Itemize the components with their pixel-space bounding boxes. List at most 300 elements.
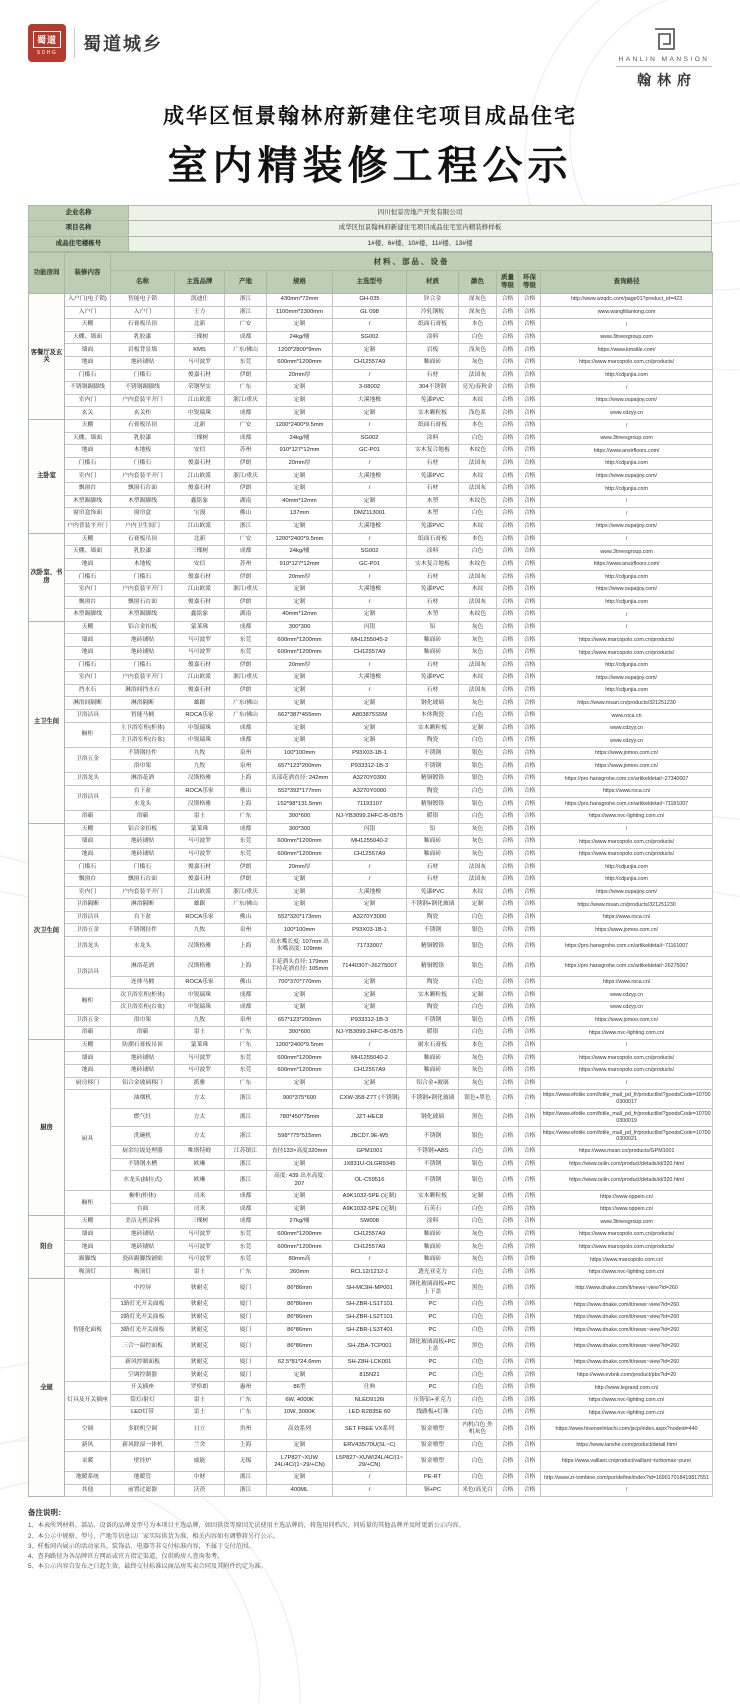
- decoration-content-cell: 卫浴洁具: [65, 911, 111, 924]
- table-cell: 合格: [497, 1254, 519, 1267]
- table-cell: 厦门: [225, 1299, 267, 1312]
- decoration-content-cell: 室内门: [65, 470, 111, 483]
- table-cell: 合格: [519, 836, 541, 849]
- table-cell: 浙江: [225, 520, 267, 533]
- table-cell: 白色: [459, 432, 497, 445]
- table-cell: 合格: [519, 331, 541, 344]
- table-cell: DMZ113001: [333, 508, 407, 521]
- table-cell: CXW-358-Z7T (不锈钢): [333, 1090, 407, 1109]
- table-cell: 木纹: [459, 470, 497, 483]
- table-cell: SG002: [333, 331, 407, 344]
- table-cell: 窗帘盒: [111, 508, 175, 521]
- table-cell: NLED9126i: [333, 1394, 407, 1407]
- table-cell: 水龙头(抽拉式): [111, 1171, 175, 1191]
- table-cell: 合格: [519, 722, 541, 735]
- table-cell: 浙江: [225, 1484, 267, 1497]
- table-cell: 精铜镀铬: [407, 937, 459, 957]
- table-cell: 日立: [175, 1419, 225, 1439]
- table-cell: 司米: [175, 1191, 225, 1204]
- query-path-cell: https://www.marcopolo.com.cn/products/: [541, 356, 713, 369]
- table-row: [29, 899, 713, 912]
- table-cell: 86*86mm: [267, 1279, 333, 1299]
- table-cell: 合格: [497, 735, 519, 748]
- table-cell: /: [333, 571, 407, 584]
- table-cell: 实木颗粒板: [407, 722, 459, 735]
- table-cell: 黑色: [459, 1336, 497, 1356]
- table-cell: 合格: [497, 899, 519, 912]
- table-cell: 灰色: [459, 1254, 497, 1267]
- table-cell: CH12557A9: [333, 647, 407, 660]
- table-cell: PC: [407, 1356, 459, 1369]
- table-cell: 定制: [267, 407, 333, 420]
- decoration-content-cell: 地暖系统: [65, 1472, 111, 1485]
- decoration-content-cell: 门槛石: [65, 659, 111, 672]
- table-cell: 300*600: [267, 1027, 333, 1040]
- table-row: [29, 1266, 713, 1279]
- query-path-cell: https://www.oupaijoy.com/: [541, 394, 713, 407]
- table-cell: 狄耐克: [175, 1324, 225, 1337]
- table-cell: 合格: [497, 344, 519, 357]
- table-cell: 广东/佛山: [225, 697, 267, 710]
- decoration-content-cell: 浴霸: [65, 1027, 111, 1040]
- table-cell: 定制: [267, 1191, 333, 1204]
- table-cell: 泉州: [225, 760, 267, 773]
- table-cell: 银色: [459, 1158, 497, 1171]
- query-path-cell: http://www.zr-tombine.com/por/define/index?id=169017018419817551: [541, 1472, 713, 1485]
- table-cell: 24kg/桶: [267, 331, 333, 344]
- table-row: [29, 306, 713, 319]
- table-cell: 马可波罗: [175, 1228, 225, 1241]
- table-row: [29, 407, 713, 420]
- table-cell: 白色: [459, 911, 497, 924]
- query-path-cell: https://www.evbnk.com/product/pbx?id=20: [541, 1369, 713, 1382]
- decoration-content-cell: 空调: [65, 1419, 111, 1439]
- table-cell: 主花洒头直径: 179mm 手持花洒直径: 105mm: [267, 956, 333, 976]
- table-cell: 灰色: [459, 697, 497, 710]
- table-cell: 俊嘉石材: [175, 457, 225, 470]
- table-cell: 欧琳: [175, 1171, 225, 1191]
- table-row: [29, 1419, 713, 1439]
- table-row: [29, 1145, 713, 1158]
- table-cell: 合格: [519, 1439, 541, 1452]
- table-cell: 合格: [497, 976, 519, 989]
- table-cell: /: [333, 1039, 407, 1052]
- table-cell: 广东: [225, 1077, 267, 1090]
- table-cell: 仕典: [333, 1382, 407, 1395]
- table-cell: 鑫铭象: [175, 609, 225, 622]
- decoration-content-cell: 墙面: [65, 344, 111, 357]
- table-cell: 合格: [519, 1090, 541, 1109]
- table-cell: 不锈钢: [407, 747, 459, 760]
- table-cell: 东莞: [225, 356, 267, 369]
- table-cell: 淋浴隔断: [111, 899, 175, 912]
- table-cell: 成都: [225, 735, 267, 748]
- table-row: [29, 1356, 713, 1369]
- table-cell: 泉州: [225, 924, 267, 937]
- table-cell: 不锈钢挂件: [111, 747, 175, 760]
- table-cell: 白色: [459, 1266, 497, 1279]
- query-path-cell: /: [541, 609, 713, 622]
- table-cell: 合格: [497, 1108, 519, 1127]
- table-cell: 定制: [267, 596, 333, 609]
- decoration-content-cell: 天棚: [65, 823, 111, 836]
- table-cell: 王力: [175, 306, 225, 319]
- table-row: [29, 848, 713, 861]
- table-cell: 上海: [225, 798, 267, 811]
- table-cell: 86*86mm: [267, 1324, 333, 1337]
- table-cell: 马可波罗: [175, 1052, 225, 1065]
- table-cell: 木纹: [459, 583, 497, 596]
- table-cell: /: [333, 369, 407, 382]
- table-cell: 广东/佛山: [225, 344, 267, 357]
- note-item: 5、本公示内容自发布之日起生效，最终交付标准以商品房买卖合同及其附件约定为准。: [28, 1563, 267, 1571]
- table-cell: 灰色: [459, 1077, 497, 1090]
- table-cell: 内机白色 外机灰色: [459, 1419, 497, 1439]
- table-cell: 白色: [459, 1324, 497, 1337]
- info-label: 项目名称: [29, 221, 129, 236]
- table-cell: 佛山: [225, 911, 267, 924]
- table-cell: 白色: [459, 976, 497, 989]
- table-cell: /: [333, 861, 407, 874]
- table-cell: 俊嘉石材: [175, 873, 225, 886]
- query-path-cell: /: [541, 420, 713, 433]
- table-cell: 合格: [497, 1090, 519, 1109]
- title-block: [28, 100, 712, 191]
- table-row: [29, 1158, 713, 1171]
- table-cell: 免漆PVC: [407, 470, 459, 483]
- table-cell: 合格: [519, 609, 541, 622]
- table-cell: 合格: [497, 1077, 519, 1090]
- table-cell: 定制: [333, 976, 407, 989]
- table-cell: 江山欧派: [175, 394, 225, 407]
- table-row: [29, 508, 713, 521]
- table-row: [29, 697, 713, 710]
- table-cell: 次卫浴室柜(柜体): [111, 989, 175, 1002]
- table-cell: 合格: [497, 533, 519, 546]
- table-row: [29, 1439, 713, 1452]
- table-row: [29, 495, 713, 508]
- table-cell: 户内套装平开门: [111, 672, 175, 685]
- table-cell: 合格: [519, 306, 541, 319]
- table-cell: 俊嘉石材: [175, 483, 225, 496]
- table-cell: SH-Z8H-LCK001: [333, 1356, 407, 1369]
- decoration-content-cell: 墙面: [65, 836, 111, 849]
- company-brand-name: 蜀道城乡: [83, 34, 163, 54]
- table-cell: /: [333, 684, 407, 697]
- table-cell: CH12557A9: [333, 1228, 407, 1241]
- table-cell: 东莞: [225, 634, 267, 647]
- table-cell: 惠州: [225, 1382, 267, 1395]
- decoration-content-cell: 地面: [65, 647, 111, 660]
- table-cell: 银色: [459, 937, 497, 957]
- table-cell: 400ML: [267, 1484, 333, 1497]
- table-cell: 岩板背景墙: [111, 344, 175, 357]
- table-cell: 合格: [497, 697, 519, 710]
- table-row: [29, 836, 713, 849]
- table-cell: 法国灰: [459, 483, 497, 496]
- table-row: [29, 571, 713, 584]
- table-cell: /: [333, 457, 407, 470]
- table-cell: 法国灰: [459, 596, 497, 609]
- table-cell: 银色: [459, 924, 497, 937]
- table-cell: 前置过滤器: [111, 1484, 175, 1497]
- table-cell: 欧琳: [175, 1158, 225, 1171]
- table-cell: 厦门: [225, 1279, 267, 1299]
- table-row: [29, 1299, 713, 1312]
- brand-left: [28, 24, 163, 62]
- table-cell: 白色: [459, 1356, 497, 1369]
- table-cell: 上海: [225, 956, 267, 976]
- decoration-content-cell: 墙面: [65, 1228, 111, 1241]
- column-header: 主选品牌: [175, 270, 225, 293]
- table-cell: SH-ZBR-LS3T401: [333, 1324, 407, 1337]
- table-cell: 暖银: [407, 1027, 459, 1040]
- table-cell: 合格: [497, 798, 519, 811]
- table-cell: 银色: [459, 747, 497, 760]
- table-cell: 九牧: [175, 747, 225, 760]
- table-row: [29, 989, 713, 1002]
- table-cell: 纸面石膏板: [407, 319, 459, 332]
- query-path-cell: https://www.oppein.cn/: [541, 1203, 713, 1216]
- table-row: [29, 1382, 713, 1395]
- materials-table: [28, 252, 713, 1497]
- section-label: 厨房: [29, 1039, 65, 1216]
- table-cell: 合格: [519, 369, 541, 382]
- table-cell: 定制: [267, 483, 333, 496]
- table-cell: 本色: [459, 420, 497, 433]
- query-path-cell: https://www.nvc-lighting.com.cn/: [541, 1027, 713, 1040]
- table-cell: 厦门: [225, 1369, 267, 1382]
- table-cell: 地砖铺贴: [111, 1064, 175, 1077]
- table-cell: 600mm*1200mm: [267, 356, 333, 369]
- table-cell: 铝: [407, 621, 459, 634]
- table-row: [29, 886, 713, 899]
- table-cell: 合格: [497, 659, 519, 672]
- query-path-cell: https://www.roca.cn/: [541, 785, 713, 798]
- table-row: [29, 583, 713, 596]
- table-row: [29, 1052, 713, 1065]
- columns-header-row: [29, 270, 713, 293]
- table-cell: /: [333, 1472, 407, 1485]
- table-cell: 合格: [497, 810, 519, 823]
- table-cell: 伊朗: [225, 369, 267, 382]
- table-cell: GL 098: [333, 306, 407, 319]
- group-header-materials: 材料、部品、设备: [111, 253, 713, 270]
- table-cell: 合格: [497, 924, 519, 937]
- decoration-content-cell: 室内门: [65, 672, 111, 685]
- table-cell: 俊嘉石材: [175, 861, 225, 874]
- table-row: [29, 1039, 713, 1052]
- note-item: 1、本表所列材料、部品、设备的品牌及型号为本项目主选品牌，如因供货等原因无法使用主选品牌的，将选用同档次、同质量的其他品牌并及时更新公示内容。: [28, 1522, 465, 1530]
- table-cell: 合格: [519, 989, 541, 1002]
- query-path-cell: https://www.dnake.com/it/news~view?id=260: [541, 1324, 713, 1337]
- table-cell: 552*392*177mm: [267, 785, 333, 798]
- table-cell: 成都: [225, 331, 267, 344]
- table-cell: 合格: [497, 634, 519, 647]
- decoration-content-cell: 不锈钢踢脚线: [65, 382, 111, 395]
- table-cell: 合格: [519, 1279, 541, 1299]
- table-cell: 苏州: [225, 558, 267, 571]
- table-cell: 地砖铺贴: [111, 647, 175, 660]
- table-cell: 白色: [459, 1439, 497, 1452]
- table-row: [29, 394, 713, 407]
- table-cell: 广东: [225, 382, 267, 395]
- table-cell: 合格: [519, 1191, 541, 1204]
- table-cell: 合格: [519, 1052, 541, 1065]
- table-cell: 伊朗: [225, 457, 267, 470]
- table-cell: A9K1032-5PE (定制): [333, 1191, 407, 1204]
- table-cell: 合格: [497, 1369, 519, 1382]
- table-cell: 方太: [175, 1108, 225, 1127]
- table-cell: SH-ZBR-LS1T101: [333, 1299, 407, 1312]
- table-cell: 泉州: [225, 747, 267, 760]
- table-row: [29, 710, 713, 723]
- table-cell: 不锈钢挂件: [111, 924, 175, 937]
- table-cell: 免漆PVC: [407, 672, 459, 685]
- table-cell: 合格: [497, 306, 519, 319]
- table-cell: 合格: [497, 647, 519, 660]
- table-cell: 合格: [519, 571, 541, 584]
- table-cell: 20mm厚: [267, 571, 333, 584]
- table-cell: 合格: [497, 369, 519, 382]
- table-cell: 合格: [519, 1394, 541, 1407]
- table-cell: 白色: [459, 1394, 497, 1407]
- table-cell: CH12557A9: [333, 1064, 407, 1077]
- table-cell: 合格: [497, 1484, 519, 1497]
- query-path-cell: /: [541, 1484, 713, 1497]
- table-row: [29, 823, 713, 836]
- table-cell: 俊嘉石材: [175, 659, 225, 672]
- table-cell: 大溪地橡: [333, 583, 407, 596]
- table-cell: 100*100mm: [267, 924, 333, 937]
- table-cell: 合格: [497, 937, 519, 957]
- table-cell: 1200*2400*9.5mm: [267, 1039, 333, 1052]
- table-cell: 合格: [519, 1336, 541, 1356]
- table-cell: /: [333, 483, 407, 496]
- table-cell: P93X03-1B-1: [333, 924, 407, 937]
- table-cell: 北新: [175, 319, 225, 332]
- table-cell: 木塑: [407, 508, 459, 521]
- table-cell: 铝合金扣板: [111, 621, 175, 634]
- table-cell: 合格: [497, 1452, 519, 1472]
- table-cell: CH12557A9: [333, 356, 407, 369]
- table-row: [29, 937, 713, 957]
- table-cell: 合格: [519, 1001, 541, 1014]
- table-cell: 定制: [267, 319, 333, 332]
- decoration-content-cell: 室内门: [65, 394, 111, 407]
- decoration-content-cell: 天棚、墙面: [65, 432, 111, 445]
- query-path-cell: https://www.roca.cn/: [541, 976, 713, 989]
- decoration-content-cell: 室内门: [65, 886, 111, 899]
- table-cell: LED R2835E 60: [333, 1407, 407, 1420]
- table-cell: 唯斯特姆: [175, 1145, 225, 1158]
- table-cell: A3270Y0000: [333, 785, 407, 798]
- table-cell: 合格: [519, 886, 541, 899]
- table-row: [29, 873, 713, 886]
- table-cell: 釉面砖: [407, 356, 459, 369]
- table-cell: 东莞: [225, 1241, 267, 1254]
- table-cell: 深灰色: [459, 293, 497, 306]
- table-cell: 合格: [497, 432, 519, 445]
- table-cell: 灰色: [459, 647, 497, 660]
- query-path-cell: https://www.dnake.com/it/news~view?id=260: [541, 1336, 713, 1356]
- decoration-content-cell: 地面: [65, 1064, 111, 1077]
- column-header: 产地: [225, 270, 267, 293]
- table-cell: 定制: [333, 1001, 407, 1014]
- query-path-cell: http://www.wzqdc.com/page01?product_id=423: [541, 293, 713, 306]
- table-cell: 淋浴间挡水石: [111, 684, 175, 697]
- table-cell: 铝合金扣板: [111, 823, 175, 836]
- table-cell: 乳胶漆: [111, 432, 175, 445]
- query-path-cell: https://www.marcopolo.com.cn/products/: [541, 1064, 713, 1077]
- table-cell: 合格: [497, 1014, 519, 1027]
- table-cell: 东莞: [225, 1052, 267, 1065]
- query-path-cell: https://www.oupaijoy.com/: [541, 886, 713, 899]
- column-header: 质量等级: [497, 270, 519, 293]
- table-cell: 广东: [225, 1039, 267, 1052]
- table-cell: 100*100mm: [267, 747, 333, 760]
- table-cell: 实木颗粒板: [407, 407, 459, 420]
- table-cell: 成都: [225, 823, 267, 836]
- table-cell: 合格: [519, 495, 541, 508]
- table-cell: 300*300: [267, 823, 333, 836]
- table-row: [29, 344, 713, 357]
- table-cell: ROCA乐家: [175, 976, 225, 989]
- table-cell: 合格: [519, 911, 541, 924]
- info-row: [29, 221, 712, 236]
- table-row: [29, 1027, 713, 1040]
- table-cell: 定制: [267, 684, 333, 697]
- decoration-content-cell: 厨具: [65, 1090, 111, 1191]
- table-cell: NJ-YB3099.2HFC-B-0575: [333, 1027, 407, 1040]
- table-cell: 合格: [497, 1299, 519, 1312]
- table-cell: 木纹色: [459, 495, 497, 508]
- table-cell: 合格: [519, 710, 541, 723]
- table-cell: 合格: [497, 1203, 519, 1216]
- table-cell: 直径133×高度320mm: [267, 1145, 333, 1158]
- section-label: 主卧室: [29, 420, 65, 533]
- table-cell: 合格: [497, 508, 519, 521]
- table-cell: 合格: [497, 407, 519, 420]
- query-path-cell: /: [541, 319, 713, 332]
- table-row: [29, 356, 713, 369]
- table-cell: /: [333, 873, 407, 886]
- table-cell: 40mm*12mm: [267, 495, 333, 508]
- table-cell: 灰色: [459, 1064, 497, 1077]
- table-cell: 伊朗: [225, 861, 267, 874]
- table-cell: 定制: [267, 697, 333, 710]
- table-cell: 灰色: [459, 836, 497, 849]
- table-cell: 合格: [519, 1027, 541, 1040]
- table-cell: 银色: [459, 956, 497, 976]
- decoration-content-cell: 地面: [65, 356, 111, 369]
- table-row: [29, 596, 713, 609]
- table-cell: PC: [407, 1369, 459, 1382]
- table-cell: 不锈钢: [407, 1127, 459, 1146]
- table-cell: 钣金喷塑: [407, 1452, 459, 1472]
- table-cell: 方太: [175, 1090, 225, 1109]
- table-cell: 合格: [497, 989, 519, 1002]
- table-cell: 三棵树: [175, 432, 225, 445]
- table-row: [29, 1324, 713, 1337]
- table-cell: 浙江: [225, 1472, 267, 1485]
- table-cell: 600mm*1200mm: [267, 1228, 333, 1241]
- query-path-cell: https://www.msan.cn/products/GPM1001: [541, 1145, 713, 1158]
- table-cell: 门槛石: [111, 659, 175, 672]
- table-cell: 木纹色: [459, 445, 497, 458]
- table-cell: A803875S5M: [333, 710, 407, 723]
- table-cell: 防潮石膏板吊顶: [111, 1039, 175, 1052]
